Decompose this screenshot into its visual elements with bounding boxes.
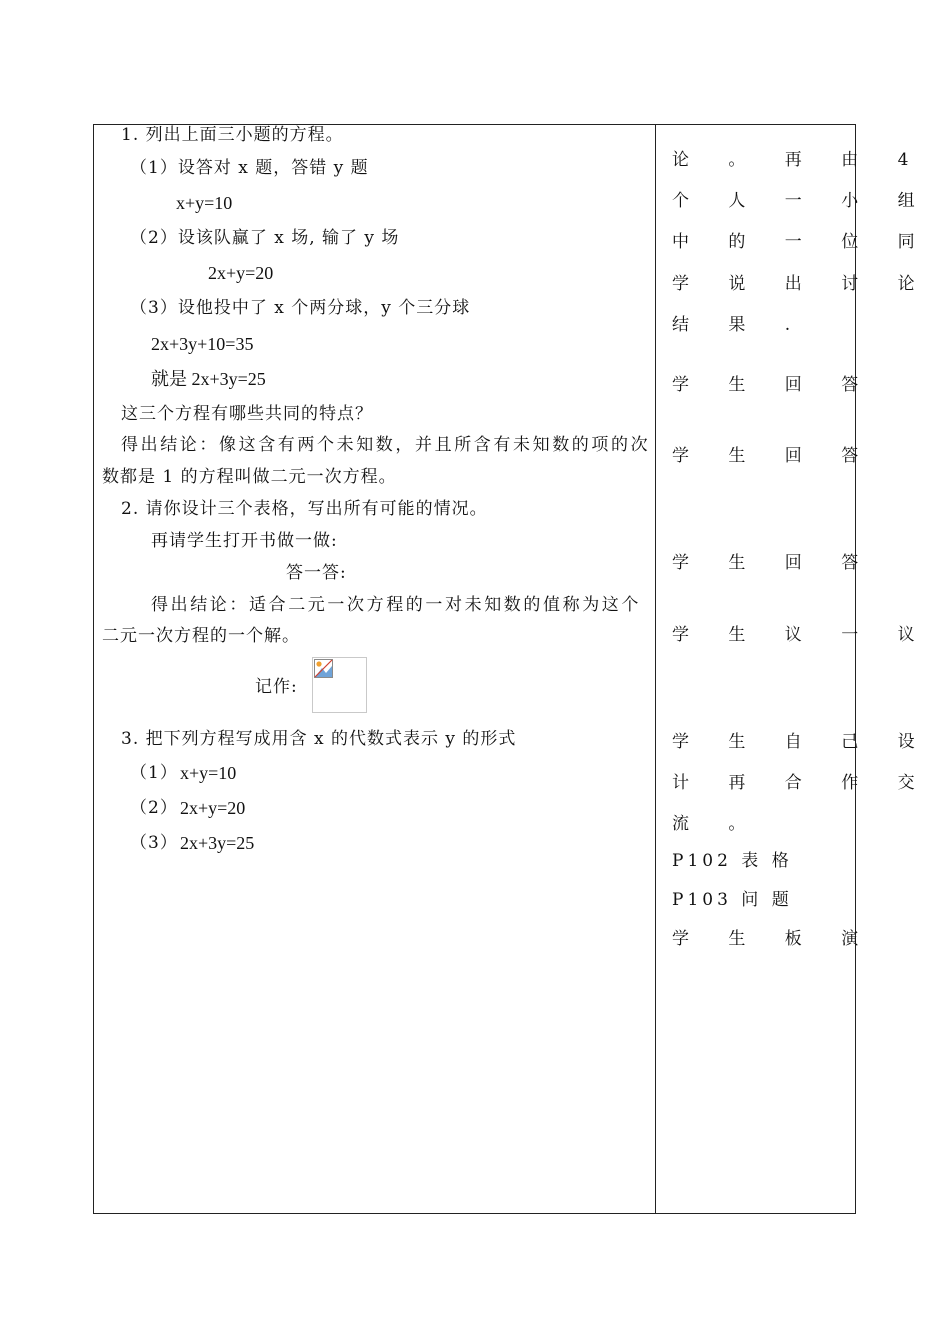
- q3-title: 3. 把下列方程写成用含 x 的代数式表示 y 的形式: [121, 729, 517, 749]
- conclusion-2-line-1: 得出结论：适合二元一次方程的一对未知数的值称为这个: [151, 595, 641, 615]
- conclusion-2-line-2: 二元一次方程的一个解。: [102, 626, 300, 646]
- activity-note-15: 学 生 板 演: [672, 929, 876, 949]
- q1-title: 1. 列出上面三小题的方程。: [121, 125, 344, 145]
- activity-note-9: 学 生 议 一 议: [672, 625, 932, 645]
- q1-equation-2: 2x+y=20: [208, 263, 274, 283]
- q1-part3: （3）设他投中了 x 个两分球，y 个三分球: [130, 298, 471, 318]
- q1-equation-3-simplified: 就是 2x+3y=25: [151, 369, 266, 389]
- q3-item-2-number: （2）: [130, 798, 178, 818]
- activity-note-7: 学 生 回 答: [672, 446, 876, 466]
- activity-note-5: 结 果 .: [672, 315, 808, 335]
- column-divider: [655, 124, 656, 1214]
- q2-title: 2. 请你设计三个表格，写出所有可能的情况。: [121, 499, 488, 519]
- activity-note-11: 计 再 合 作 交: [672, 773, 932, 793]
- conclusion-1-line-1: 得出结论：像这含有两个未知数，并且所含有未知数的项的次: [121, 435, 651, 455]
- missing-image-placeholder: [312, 657, 367, 713]
- activity-note-2: 个 人 一 小 组: [672, 191, 932, 211]
- notation-label: 记作:: [255, 677, 298, 697]
- activity-note-4: 学 说 出 讨 论: [672, 274, 932, 294]
- activity-note-10: 学 生 自 己 设: [672, 732, 932, 752]
- activity-note-3: 中 的 一 位 同: [672, 232, 932, 252]
- activity-note-1: 论 。 再 由 4: [672, 150, 926, 170]
- q1-equation-3: 2x+3y+10=35: [151, 334, 254, 354]
- conclusion-1-line-2: 数都是 1 的方程叫做二元一次方程。: [102, 467, 397, 487]
- q1-equation-1: x+y=10: [176, 193, 233, 213]
- q1-part2: （2）设该队赢了 x 场, 输了 y 场: [130, 228, 400, 248]
- activity-note-13: P102 表 格: [672, 851, 793, 871]
- q1-part1: （1）设答对 x 题，答错 y 题: [130, 158, 369, 178]
- q3-item-2-equation: 2x+y=20: [180, 798, 246, 818]
- q3-item-3-equation: 2x+3y=25: [180, 833, 255, 853]
- q2-answer-prompt: 答一答:: [286, 563, 347, 583]
- q3-item-1-equation: x+y=10: [180, 763, 237, 783]
- q3-item-1-number: （1）: [130, 763, 178, 783]
- activity-note-6: 学 生 回 答: [672, 375, 876, 395]
- activity-note-12: 流 。: [672, 814, 763, 834]
- q2-instruction: 再请学生打开书做一做:: [151, 531, 338, 551]
- activity-note-8: 学 生 回 答: [672, 553, 876, 573]
- common-features-question: 这三个方程有哪些共同的特点？: [121, 404, 373, 424]
- q3-item-3-number: （3）: [130, 833, 178, 853]
- activity-note-14: P103 问 题: [672, 890, 793, 910]
